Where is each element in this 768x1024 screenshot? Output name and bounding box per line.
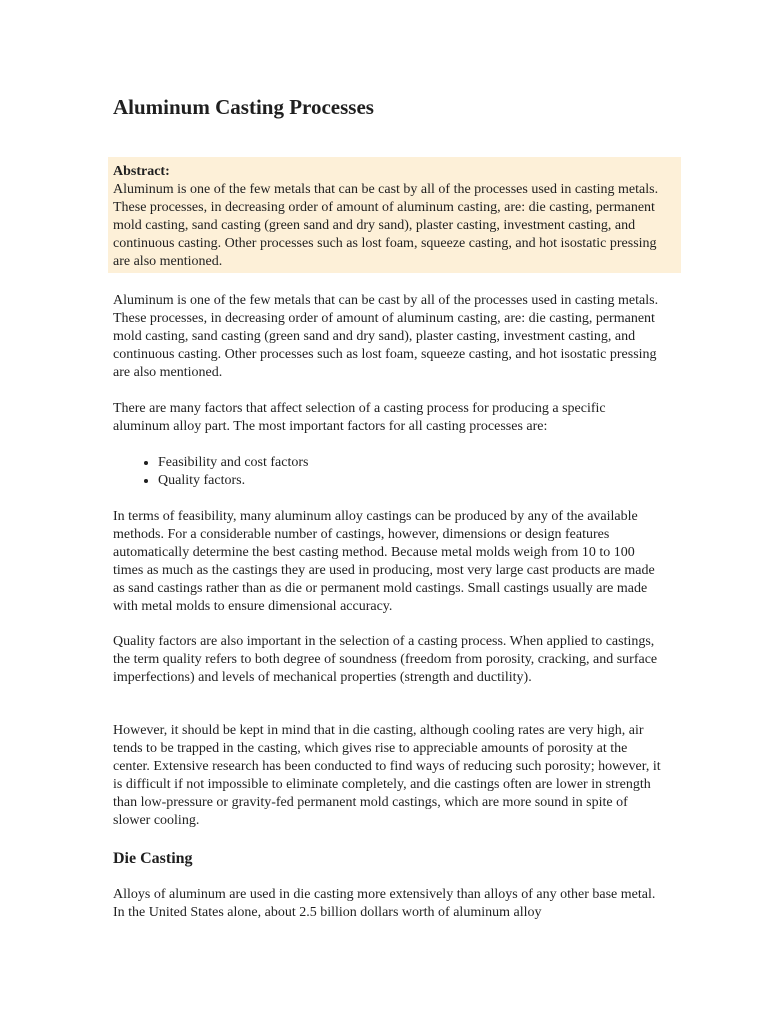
section-heading-die-casting: Die Casting	[113, 850, 193, 867]
paragraph-text: Alloys of aluminum are used in die casting more extensively than alloys of any other base metal. In the United States alone, about 2.5 billion dollars worth of aluminum alloy	[113, 887, 656, 920]
abstract-text: Aluminum is one of the few metals that can be cast by all of the processes used in casting metals. These processes, in decreasing order of amount of aluminum casting, are: die casting, permanent mold casting, sand casting (green sand and dry sand), plaster casting, investment casting, and continuous casting. Other processes such as lost foam, squeeze casting, and hot isostatic pressing are also mentioned.	[113, 182, 659, 269]
list-item: • Feasibility and cost factors	[158, 454, 308, 472]
paragraph-text: Quality factors are also important in the selection of a casting process. When applied to castings, the term quality refers to both degree of soundness (freedom from porosity, cracking, and surface imperfections) and levels of mechanical properties (strength and ductility).	[113, 634, 658, 685]
factors-list	[113, 454, 308, 490]
paragraph-feasibility	[113, 508, 661, 616]
abstract-label: Abstract:	[113, 164, 170, 179]
paragraph-text: Aluminum is one of the few metals that can be cast by all of the processes used in casting metals. These processes, in decreasing order of amount of aluminum casting, are: die casting, permanent mold casting, sand casting (green sand and dry sand), plaster casting, investment casting, and continuous casting. Other processes such as lost foam, squeeze casting, and hot isostatic pressing are also mentioned.	[113, 293, 659, 380]
paragraph-text: There are many factors that affect selection of a casting process for producing a specific aluminum alloy part. The most important factors for all casting processes are:	[113, 401, 606, 434]
paragraph-intro	[113, 292, 661, 382]
list-item: • Quality factors.	[158, 472, 308, 490]
paragraph-text: However, it should be kept in mind that in die casting, although cooling rates are very high, air tends to be trapped in the casting, which gives rise to appreciable amounts of porosity at the center. Extensive research has been conducted to find ways of reducing such porosity; however, it is difficult if not impossible to eliminate completely, and die castings often are lower in strength than low-pressure or gravity-fed permanent mold castings, which are more sound in spite of slower cooling.	[113, 723, 661, 828]
paragraph-text: In terms of feasibility, many aluminum alloy castings can be produced by any of the available methods. For a considerable number of castings, however, dimensions or design features automatically determine the best casting method. Because metal molds weigh from 10 to 100 times as much as the castings they are used in producing, most very large cast products are made as sand castings rather than as die or permanent mold castings. Small castings usually are made with metal molds to ensure dimensional accuracy.	[113, 509, 655, 614]
paragraph-factors-intro	[113, 400, 661, 436]
document-title: Aluminum Casting Processes	[113, 95, 374, 119]
paragraph-die-casting	[113, 886, 661, 922]
paragraph-die-casting-porosity	[113, 722, 661, 830]
abstract-box	[108, 157, 681, 273]
paragraph-quality	[113, 633, 661, 687]
